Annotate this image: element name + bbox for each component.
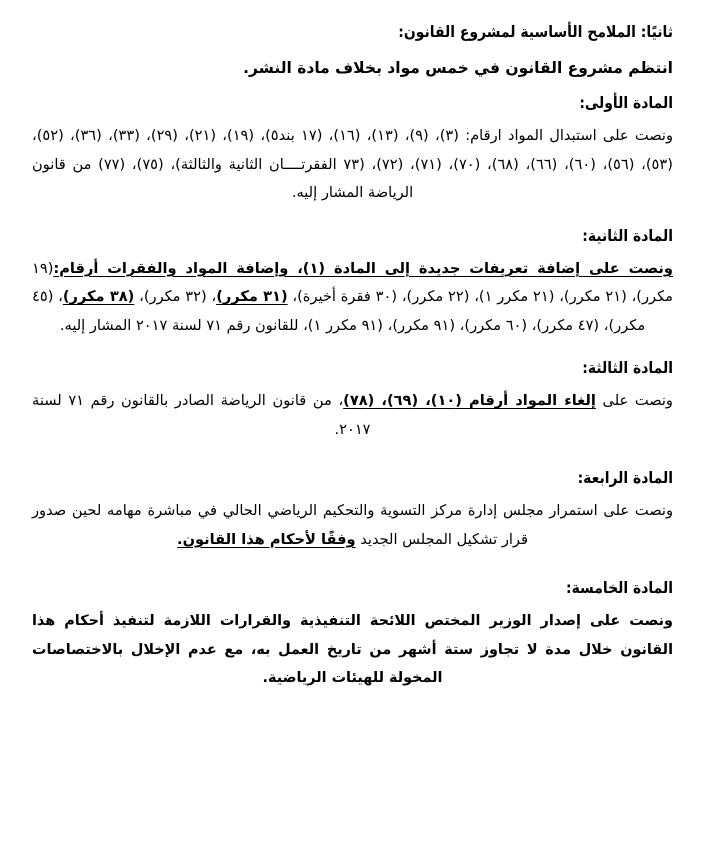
spacer [32, 208, 673, 214]
spacer [32, 444, 673, 456]
article-two-emphasis-2: (٣١ مكرر) [216, 288, 288, 306]
spacer [32, 340, 673, 346]
article-one-heading: المادة الأولى: [579, 94, 673, 113]
article-two-emphasis-3: (٣٨ مكرر) [62, 288, 135, 306]
article-two-heading: المادة الثانية: [582, 226, 673, 245]
article-three-segment-2: ، من قانون الرياضة الصادر بالقانون رقم ٧١ لسنة ٢٠١٧. [32, 392, 371, 438]
article-two-body [32, 255, 673, 340]
spacer [32, 554, 673, 566]
article-one-body: ونصت على استبدال المواد ارقام: (٣)، (٩)، (١٣)، (١٦)، (١٧ بند٥)، (١٩)، (٢١)، (٢٩)، (٣٣)، (٣٦)، (٥٢)، (٥٣)، (٥٦)، (٦٠)، (٦٦)، (٦٨)، (٧٠)، (٧١)، (٧٢)، (٧٣ الفقرتــــان الثانية والثالثة)، (٧٥)، (٧٧) من قانون الرياضة المشار إليه. [32, 127, 673, 202]
article-two-segment-1: (١٩ مكرر)، (٢١ مكرر)، (٢١ مكرر ١)، (٢٢ مكرر)، (٣٠ فقرة أخيرة)، [32, 259, 673, 306]
document-body [32, 20, 673, 693]
article-four-emphasis-1: وفقًا لأحكام هذا القانون. [177, 530, 356, 548]
article-four-segment-1: ونصت على استمرار مجلس إدارة مركز التسوية والتحكيم الرياضي الحالي في مباشرة مهامه لحين صدور قرار تشكيل المجلس الجديد [32, 502, 673, 548]
article-five-heading: المادة الخامسة: [566, 579, 673, 598]
section-heading: ثانيًا: الملامح الأساسية لمشروع القانون: [398, 23, 673, 41]
article-two-emphasis-1: ونصت على إضافة تعريفات جديدة إلى المادة (١)، وإضافة المواد والفقرات أرقام: [53, 259, 673, 277]
article-three-body [32, 387, 673, 444]
article-four-body [32, 497, 673, 554]
article-three-emphasis-1: إلغاء المواد أرقام (١٠)، (٦٩)، (٧٨) [343, 392, 596, 410]
article-five-body: ونصت على إصدار الوزير المختص اللائحة التنفيذية والقرارات اللازمة لتنفيذ أحكام هذا القانون خلال مدة لا تجاوز ستة أشهر من تاريخ العمل به، مع عدم الإخلال بالاختصاصات المخولة للهيئات الرياضية. [32, 613, 673, 687]
article-two-segment-3: ، (٤٥ مكرر)، (٤٧ مكرر)، (٦٠ مكرر)، (٩١ مكرر)، (٩١ مكرر ١)، للقانون رقم ٧١ لسنة ٢٠١٧ المشار إليه. [32, 288, 646, 334]
article-three-heading: المادة الثالثة: [582, 359, 673, 378]
article-three-segment-1: ونصت على [595, 392, 673, 410]
article-four-heading: المادة الرابعة: [577, 469, 673, 488]
intro-line: انتظم مشروع القانون في خمس مواد بخلاف مادة النشر. [243, 59, 673, 78]
article-two-segment-2: ، (٣٢ مكرر)، [134, 288, 217, 306]
